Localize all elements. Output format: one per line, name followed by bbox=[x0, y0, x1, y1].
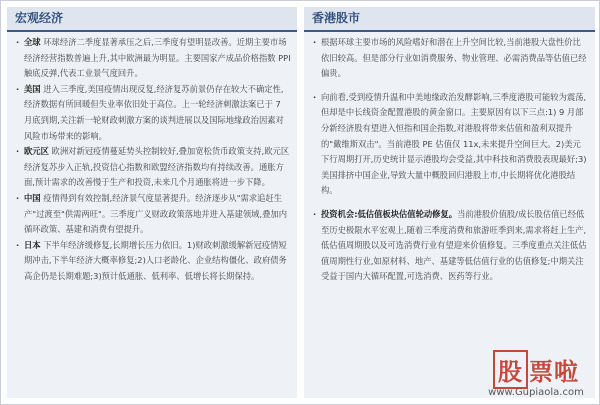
spacer bbox=[312, 82, 589, 90]
china-label: 中国 bbox=[24, 192, 41, 203]
macro-economy-heading: 宏观经济 bbox=[7, 7, 297, 32]
us-text: 进入三季度,美国疫情出现反复,经济复苏前景仍存在较大不确定性,经济数据有所回暖但失业率依旧处于高位。上一轮经济刺激法案已于 7 月底到期,关注新一轮财政刺激方案的谈判进展以及国际地缘政治因素对风险市场带来的影响。 bbox=[24, 83, 284, 141]
hk-stock-heading: 香港股市 bbox=[304, 7, 595, 32]
spacer bbox=[312, 199, 589, 207]
japan-label: 日本 bbox=[24, 239, 41, 250]
us-paragraph bbox=[15, 82, 291, 144]
opportunity-text: 当前港股价值股/成长股估值已经低至历史极限水平宏观上,随着三季度消费和旅游旺季到来,需求将赶上生产,低估值周期股以及可选消费行业有望迎来价值修复。三季度重点关注低估值周期性行业,如原材料、地产、基建等低估值行业的估值修复;中期关注受益于国内大循环配置,可选消费、医药等行业。 bbox=[321, 208, 587, 282]
opportunity-paragraph bbox=[312, 207, 589, 285]
eurozone-label: 欧元区 bbox=[24, 146, 49, 157]
watermark-logo bbox=[481, 350, 591, 389]
hk-stock-column bbox=[304, 7, 595, 398]
outlook-paragraph bbox=[312, 90, 589, 199]
eurozone-paragraph bbox=[15, 144, 291, 191]
valuation-text: 根据环球主要市场的风险嗜好和潜在上升空间比较,当前港股大盘性价比依旧较高。但是部分行业如消费服务、物业管理、必需消费品等估值已经偏贵。 bbox=[321, 37, 587, 79]
valuation-paragraph bbox=[312, 35, 589, 82]
watermark-logo-box: 股 bbox=[493, 350, 528, 389]
macro-economy-body bbox=[7, 32, 297, 285]
site-watermark bbox=[481, 350, 591, 398]
us-label: 美国 bbox=[24, 83, 41, 94]
global-paragraph bbox=[15, 35, 291, 82]
hk-stock-body bbox=[304, 32, 595, 285]
outlook-text: 向前看,受到疫情升温和中美地缘政治发酵影响,三季度港股可能较为震荡,但却是中长线资金配置港股的黄金窗口。主要原因有以下三点:1) 9 月部分新经济股有望进入恒指和国企指数,对港股将带来估值和盈利双提升的"戴维斯双击"。当前港股 PE 估值仅 11x,未来提升空间巨大。2)美元下行周期打开,历史统计显示港股均会受益,其中科技和消费股表现最好;3)美国排挤中国企业,导致大量中概股回归港股上市,中长期将优化港股结构。 bbox=[321, 91, 587, 196]
global-text: 环球经济二季度显著承压之后,三季度有望明显改善。近期主要市场经济经营指数普遍上升,其中欧洲最为明显。主要国家产成品价格指数 PPI 触底反弹,代表工业景气度回升。 bbox=[24, 37, 291, 79]
china-text: 疫情得到有效控制,经济景气度显著提升。经济逐步从"需求追赶生产"过渡至"供需两旺"。三季度广义财政政策落地并进入基建领域,叠加内循环政策、基建和消费有望提升。 bbox=[24, 192, 287, 235]
japan-paragraph bbox=[15, 238, 291, 285]
eurozone-text: 欧洲对新冠疫情蔓延势头控制较好,叠加宽松货币政策支持,欧元区经济复苏步入正轨,投资信心指数和欧盟经济指数均有持续改善。通胀方面,预计需求的改善慢于生产和投资,未来几个月通胀将进一步下降。 bbox=[24, 146, 290, 188]
opportunity-label: 投资机会:低估值板块估值轮动修复。 bbox=[321, 208, 458, 219]
japan-text: 下半年经济缓修复,长期增长压力依旧。1)财政刺激缓解新冠疫情短期冲击,下半年经济大概率修复;2)人口老龄化、企业结构僵化、政府债务高企仍是长期难题;3)预计低通胀、低利率、低增长将长期保持。 bbox=[24, 239, 287, 281]
watermark-logo-text: 票啦 bbox=[529, 358, 579, 386]
global-label: 全球 bbox=[24, 37, 41, 47]
macro-economy-column bbox=[7, 7, 297, 398]
watermark-url: www.Gupiaola.com bbox=[488, 387, 584, 398]
china-paragraph bbox=[15, 191, 291, 238]
